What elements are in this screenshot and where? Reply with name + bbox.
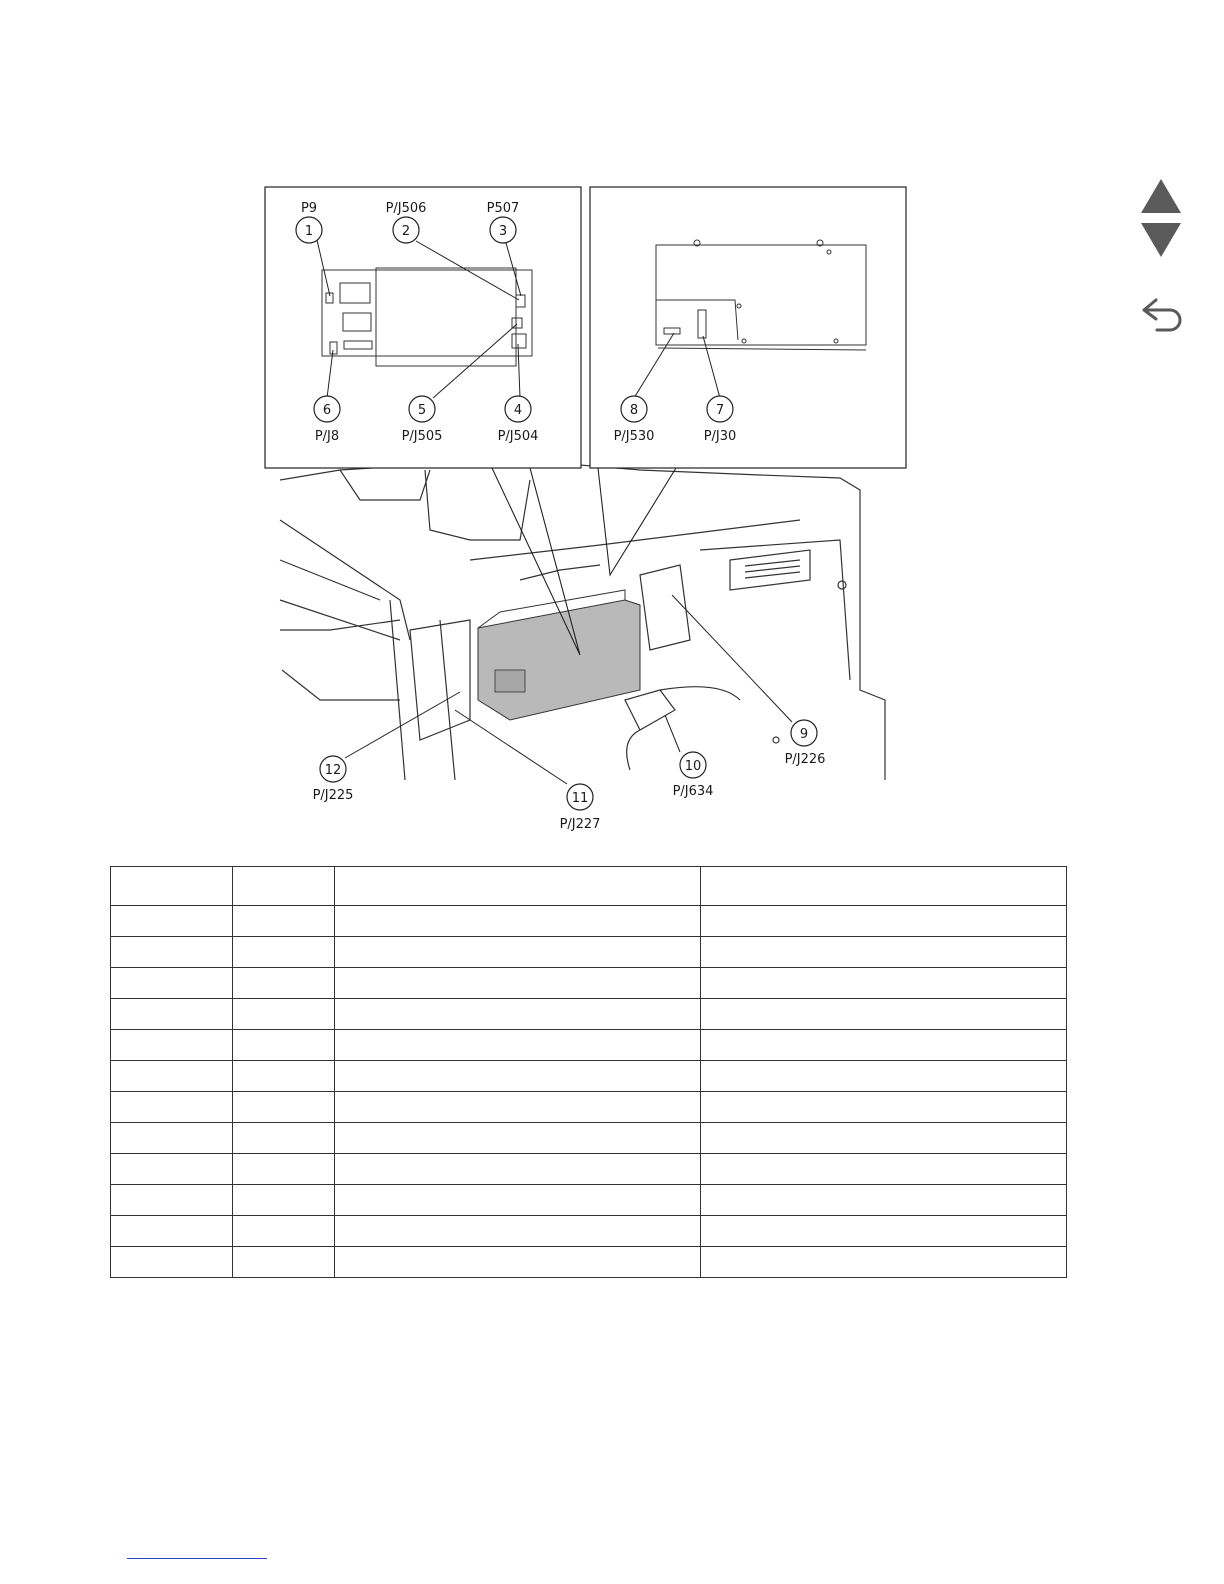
table-cell: [701, 999, 1067, 1030]
detail-frame-left: [265, 187, 581, 468]
callout-number-8: 8: [629, 403, 639, 418]
table-cell: [335, 1030, 701, 1061]
table-cell: [233, 1216, 335, 1247]
detail-frame-right: [590, 187, 906, 468]
table-header-cell: [233, 867, 335, 906]
callout-number-1: 1: [304, 224, 314, 239]
callout-number-5: 5: [417, 403, 427, 418]
callout-number-7: 7: [715, 403, 725, 418]
table-header-row: [111, 867, 1067, 906]
label-pj505: P/J505: [401, 429, 443, 444]
table-cell: [111, 937, 233, 968]
table-cell: [233, 1092, 335, 1123]
table-cell: [335, 1123, 701, 1154]
table-cell: [233, 1123, 335, 1154]
previous-page-arrow-icon[interactable]: [1140, 177, 1182, 215]
table-cell: [701, 906, 1067, 937]
table-row: [111, 1123, 1067, 1154]
callout-number-6: 6: [322, 403, 332, 418]
table-cell: [111, 906, 233, 937]
table-cell: [335, 1216, 701, 1247]
table-header-cell: [335, 867, 701, 906]
table-row: [111, 1154, 1067, 1185]
return-arrow-icon[interactable]: [1140, 298, 1186, 334]
table-row: [111, 1216, 1067, 1247]
table-cell: [335, 906, 701, 937]
table-cell: [111, 1185, 233, 1216]
table-cell: [335, 999, 701, 1030]
callout-number-9: 9: [799, 727, 809, 742]
callout-number-3: 3: [498, 224, 508, 239]
footer-link[interactable]: [127, 1552, 267, 1559]
table-row: [111, 1247, 1067, 1278]
connector-table: [110, 866, 1067, 1278]
table-cell: [111, 1030, 233, 1061]
table-cell: [233, 1030, 335, 1061]
table-cell: [233, 1061, 335, 1092]
callout-number-11: 11: [571, 791, 589, 806]
table-cell: [701, 1123, 1067, 1154]
table-cell: [335, 968, 701, 999]
table-cell: [701, 1247, 1067, 1278]
table-cell: [701, 1185, 1067, 1216]
callout-number-2: 2: [401, 224, 411, 239]
label-pj504: P/J504: [497, 429, 539, 444]
table-cell: [335, 1092, 701, 1123]
table-cell: [233, 906, 335, 937]
label-p9: P9: [300, 201, 318, 216]
table-cell: [233, 968, 335, 999]
table-cell: [701, 937, 1067, 968]
table-cell: [233, 999, 335, 1030]
table-cell: [111, 1123, 233, 1154]
label-pj226: P/J226: [784, 752, 826, 767]
callout-number-10: 10: [684, 759, 702, 774]
table-row: [111, 968, 1067, 999]
table-row: [111, 1185, 1067, 1216]
table-row: [111, 1030, 1067, 1061]
table-cell: [233, 1154, 335, 1185]
table-cell: [233, 1247, 335, 1278]
table-cell: [111, 1247, 233, 1278]
table-cell: [335, 937, 701, 968]
table-row: [111, 1092, 1067, 1123]
table-cell: [701, 1030, 1067, 1061]
label-pj227: P/J227: [559, 817, 601, 832]
table-header-cell: [701, 867, 1067, 906]
main-callout-circles: [320, 720, 817, 810]
label-pj225: P/J225: [312, 788, 354, 803]
table-cell: [111, 1061, 233, 1092]
table-cell: [335, 1247, 701, 1278]
table-cell: [111, 1154, 233, 1185]
table-cell: [701, 1061, 1067, 1092]
table-cell: [701, 968, 1067, 999]
table-row: [111, 906, 1067, 937]
table-row: [111, 937, 1067, 968]
table-cell: [701, 1154, 1067, 1185]
table-cell: [701, 1216, 1067, 1247]
label-pj634: P/J634: [672, 784, 714, 799]
next-page-arrow-icon[interactable]: [1140, 221, 1182, 259]
table-cell: [111, 968, 233, 999]
power-supply-board: [478, 600, 640, 720]
callout-number-4: 4: [513, 403, 523, 418]
label-pj530: P/J530: [613, 429, 655, 444]
table-cell: [335, 1185, 701, 1216]
label-pj8: P/J8: [314, 429, 340, 444]
label-pj30: P/J30: [703, 429, 737, 444]
table-row: [111, 1061, 1067, 1092]
table-cell: [335, 1154, 701, 1185]
table-cell: [233, 937, 335, 968]
label-pj506: P/J506: [385, 201, 427, 216]
callout-number-12: 12: [324, 763, 342, 778]
table-cell: [701, 1092, 1067, 1123]
label-p507: P507: [486, 201, 520, 216]
table-cell: [111, 999, 233, 1030]
table-cell: [111, 1216, 233, 1247]
table-row: [111, 999, 1067, 1030]
table-cell: [335, 1061, 701, 1092]
table-cell: [111, 1092, 233, 1123]
table-header-cell: [111, 867, 233, 906]
table-cell: [233, 1185, 335, 1216]
